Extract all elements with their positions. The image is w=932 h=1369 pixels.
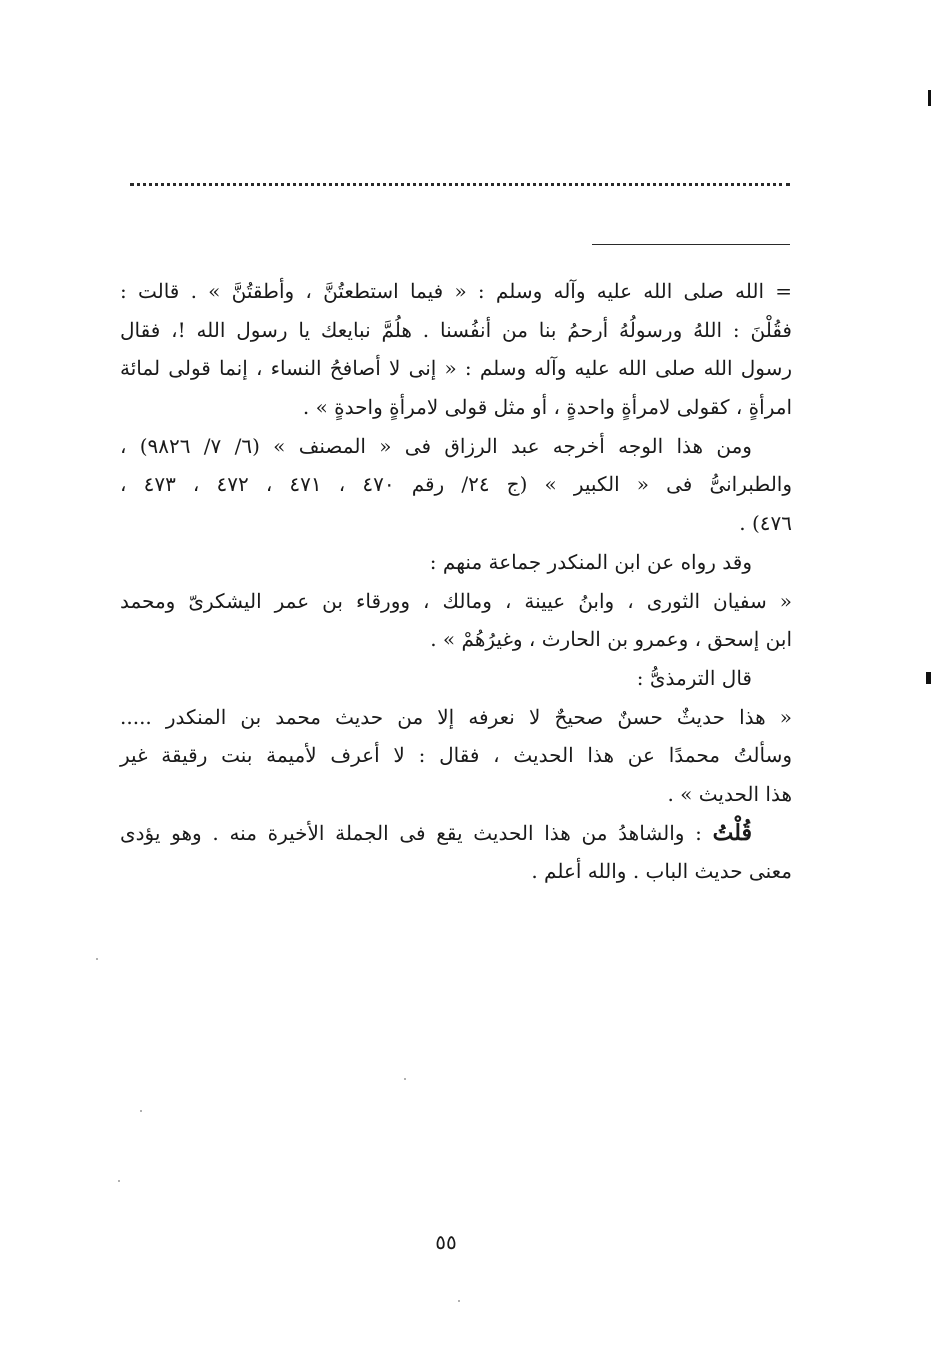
text-line: فقُلْنَ : اللهُ ورسولُهُ أرحمُ بنا من أنفُسنا . هلُمَّ نبايعك يا رسول الله !، فقال — [120, 317, 792, 342]
text-line: ومن هذا الوجه أخرجه عبد الرزاق فى « المصنف » (٦/ ٧/ ٩٨٢٦) ، — [120, 433, 752, 458]
text-line: هذا الحديث » . — [667, 781, 792, 806]
text-line: = الله صلى الله عليه وآله وسلم : « فيما استطعتُنَّ ، وأطقتُنَّ » . قالت : — [120, 279, 792, 303]
scan-speck — [404, 1078, 406, 1080]
text-line: « سفيان الثورى ، وابنُ عيينة ، ومالك ، وورقاء بن عمر اليشكرىّ ومحمد — [120, 588, 792, 613]
closing-line-2: معنى حديث الباب . والله أعلم . — [531, 859, 792, 884]
margin-mark — [928, 90, 931, 106]
dotted-separator — [130, 183, 790, 186]
text-line: ابن إسحق ، وعمرو بن الحارث ، وغيرُهُمْ » . — [430, 627, 792, 652]
closing-lead: قُلْتُ — [712, 819, 752, 846]
scan-speck — [96, 958, 98, 960]
text-line: رسول الله صلى الله عليه وآله وسلم : « إنى لا أصافحُ النساء ، إنما قولى لمائة — [120, 356, 792, 381]
closing-text: : والشاهدُ من هذا الحديث يقع فى الجملة الأخيرة منه . وهو يؤدى — [120, 820, 713, 845]
margin-mark — [926, 672, 931, 684]
text-line: وسألتُ محمدًا عن هذا الحديث ، فقال : لا أعرف لأميمة بنت رقيقة غير — [120, 743, 792, 768]
scan-speck — [140, 1110, 142, 1112]
page-number: ٥٥ — [435, 1230, 457, 1254]
body-text — [120, 272, 792, 891]
footnote-rule — [592, 244, 790, 245]
text-line: وقد رواه عن ابن المنكدر جماعة منهم : — [429, 549, 752, 574]
closing-line — [120, 814, 792, 853]
text-line: ٤٧٦) . — [739, 511, 792, 536]
text-line: قال الترمذىُّ : — [636, 665, 752, 690]
scan-speck — [458, 1300, 460, 1302]
text-line: « هذا حديثٌ حسنٌ صحيحٌ لا نعرفه إلا من حديث محمد بن المنكدر ..... — [120, 704, 792, 729]
text-line: والطبرانىُّ فى « الكبير » (ج ٢٤/ رقم ٤٧٠ ، ٤٧١ ، ٤٧٢ ، ٤٧٣ ، — [120, 472, 793, 497]
text-line: امرأةٍ ، كقولى لامرأةٍ واحدةٍ ، أو مثل قولى لامرأةٍ واحدةٍ » . — [302, 395, 792, 420]
scan-speck — [118, 1180, 120, 1182]
